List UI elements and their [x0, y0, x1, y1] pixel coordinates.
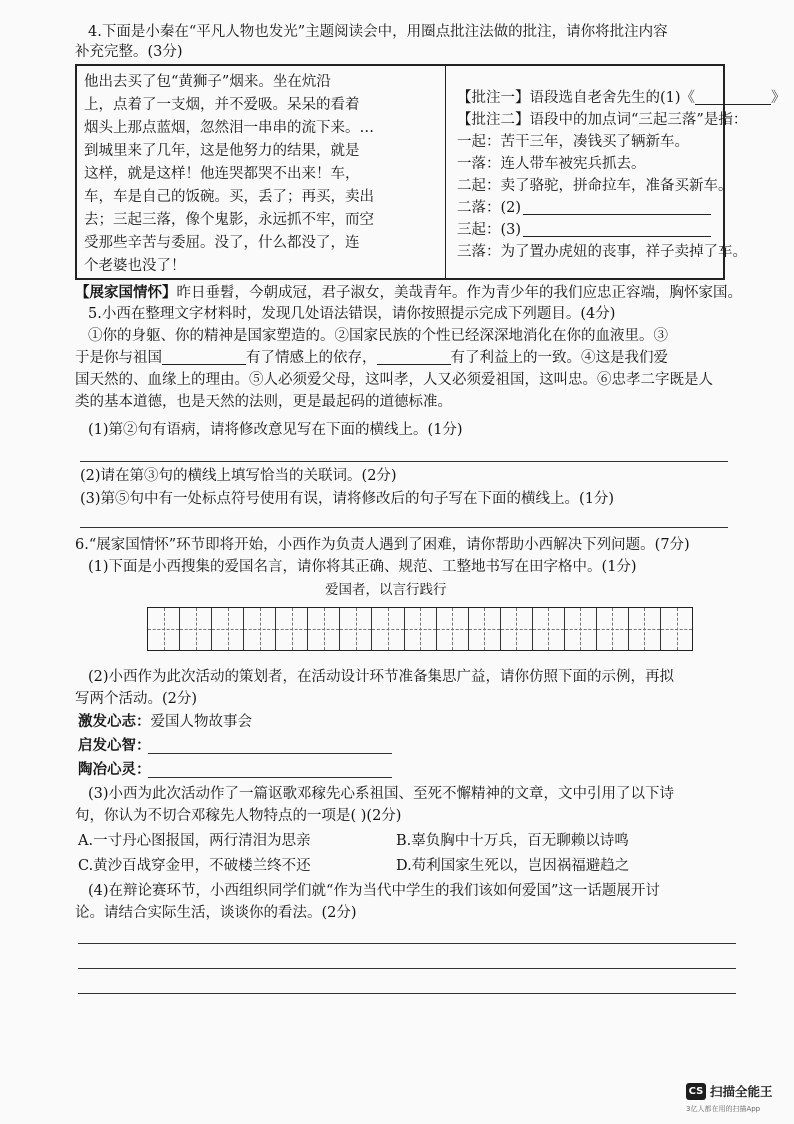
- camscanner-tagline: 3亿人都在用的扫描App: [686, 1105, 761, 1113]
- q5-text-line3: 国天然的、血缘上的理由。⑤人必须爱父母，这叫孝，人又必须爱祖国，这叫忠。⑥忠孝二字既是人: [75, 372, 713, 388]
- q5-sub2: (2)请在第③句的横线上填写恰当的关联词。(2分): [80, 468, 397, 484]
- grid-cell[interactable]: [340, 608, 372, 650]
- grid-cell[interactable]: [437, 608, 469, 650]
- q6-sub1: (1)下面是小西搜集的爱国名言，请你将其正确、规范、工整地书写在田字格中。(1分): [88, 559, 637, 575]
- q5-text-line2-c: 有了利益上的一致。④这是我们爱: [450, 350, 668, 366]
- camscanner-brand: 扫描全能王: [710, 1084, 773, 1099]
- section-header: 【展家国情怀】: [75, 284, 177, 301]
- activity2-label: 启发心智：: [78, 737, 151, 754]
- activity3-answer-line[interactable]: [148, 777, 392, 778]
- example-activity: [78, 712, 252, 732]
- conjunction-blank-2[interactable]: [377, 350, 451, 365]
- rise-three-answer-line[interactable]: [523, 236, 711, 237]
- fall-one: 一落：连人带车被宪兵抓去。: [457, 156, 646, 172]
- q5-sub1-answer-line[interactable]: [80, 461, 728, 462]
- fall-two: 二落：(2): [457, 200, 522, 216]
- q6-sub3-line1: (3)小西为此次活动作了一篇讴歌邓稼先心系祖国、至死不懈精神的文章，文中引用了以下诗: [88, 786, 675, 802]
- book-title-blank[interactable]: [695, 90, 771, 105]
- grid-cell[interactable]: [565, 608, 597, 650]
- passage-line: 去；三起三落，像个鬼影，永远抓不牢，而空: [84, 212, 374, 228]
- passage-line: 车，车是自己的饭碗。买，丢了；再买，卖出: [84, 189, 374, 205]
- grid-cell[interactable]: [372, 608, 404, 650]
- q5-sub1: (1)第②句有语病，请将修改意见写在下面的横线上。(1分): [88, 422, 463, 438]
- q6-sub4-answer-line-2[interactable]: [78, 968, 736, 969]
- camscanner-logo: CS: [686, 1083, 706, 1100]
- q5-sub3: (3)第⑤句中有一处标点符号使用有误，请将修改后的句子写在下面的横线上。(1分): [80, 491, 615, 507]
- passage-line: 上，点着了一支烟，并不爱吸。呆呆的看着: [84, 97, 360, 113]
- activity2-answer-line[interactable]: [148, 753, 392, 754]
- q6-sub4-answer-line-3[interactable]: [78, 993, 736, 994]
- annotation-two: 【批注二】语段中的加点词“三起三落”是指：: [457, 112, 748, 128]
- q6-sub4-answer-line-1[interactable]: [78, 943, 736, 944]
- fall-two-answer-line[interactable]: [523, 214, 711, 215]
- rise-one: 一起：苦干三年，凑钱买了辆新车。: [457, 134, 689, 150]
- tianzige-grid[interactable]: [147, 607, 693, 651]
- q6-sub3-line2: 句，你认为不切合邓稼先人物特点的一项是( )(2分): [75, 808, 402, 824]
- q5-stem: 5.小西在整理文字材料时，发现几处语法错误，请你按照提示完成下列题目。(4分): [88, 306, 616, 322]
- q6-sub2-line2: 写两个活动。(2分): [75, 691, 198, 707]
- grid-cell[interactable]: [597, 608, 629, 650]
- grid-cell[interactable]: [276, 608, 308, 650]
- grid-cell[interactable]: [148, 608, 180, 650]
- passage-line: 受那些辛苦与委屈。没了，什么都没了，连: [84, 235, 360, 251]
- q6-sub2-line1: (2)小西作为此次活动的策划者，在活动设计环节准备集思广益，请你仿照下面的示例，再拟: [88, 669, 675, 685]
- q4-stem-line1: 4.下面是小秦在“平凡人物也发光”主题阅读会中，用圈点批注法做的批注，请你将批注内容: [88, 24, 668, 40]
- option-d[interactable]: D.苟利国家生死以，岂因祸福避趋之: [396, 858, 630, 874]
- grid-cell[interactable]: [244, 608, 276, 650]
- grid-cell[interactable]: [180, 608, 212, 650]
- section-intro: 昨日垂髫，今朝成冠，君子淑女，美哉青年。作为青少年的我们应忠正容端，胸怀家国。: [176, 285, 742, 301]
- passage-line: 这样，就是这样！他连哭都哭不出来！车，: [84, 166, 360, 182]
- q5-sub3-answer-line[interactable]: [80, 527, 728, 528]
- option-c[interactable]: C.黄沙百战穿金甲，不破楼兰终不还: [78, 858, 311, 874]
- q4-stem-line2: 补充完整。(3分): [75, 44, 183, 60]
- activity3-label: 陶冶心灵：: [78, 761, 151, 778]
- patriotic-quote: 爱国者，以言行践行: [325, 582, 447, 598]
- example-activity-value: 爱国人物故事会: [150, 714, 252, 730]
- fall-three: 三落：为了置办虎妞的丧事，祥子卖掉了车。: [457, 244, 747, 260]
- option-b[interactable]: B.辜负胸中十万兵，百无聊赖以诗鸣: [396, 833, 629, 849]
- q6-sub4-line2: 论。请结合实际生活，谈谈你的看法。(2分): [75, 905, 357, 921]
- passage-column: [77, 66, 446, 278]
- q5-text-line2-b: 有了情感上的依存，: [246, 350, 377, 366]
- q6-stem: 6.“展家国情怀”环节即将开始，小西作为负责人遇到了困难，请你帮助小西解决下列问题。(7分): [75, 537, 690, 553]
- q5-text-line1: ①你的身躯、你的精神是国家塑造的。②国家民族的个性已经深深地消化在你的血液里。③: [88, 328, 668, 344]
- grid-cell[interactable]: [661, 608, 692, 650]
- option-a[interactable]: A.一寸丹心图报国，两行清泪为思亲: [78, 833, 311, 849]
- rise-two: 二起：卖了骆驼，拼命拉车，准备买新车。: [457, 178, 733, 194]
- passage-line: 他出去买了包“黄狮子”烟来。坐在炕沿: [84, 74, 331, 90]
- q5-text-line4: 类的基本道德，也是天然的法则，更是最起码的道德标准。: [75, 394, 452, 410]
- grid-cell[interactable]: [501, 608, 533, 650]
- q5-text-line2-a: 于是你与祖国: [75, 350, 162, 366]
- annotation-one-suffix: 》: [771, 90, 786, 106]
- section-intro-line: [75, 283, 742, 303]
- grid-cell[interactable]: [308, 608, 340, 650]
- annotation-one-prefix: 【批注一】语段选自老舍先生的(1)《: [457, 90, 696, 106]
- rise-three: 三起：(3): [457, 222, 522, 238]
- grid-cell[interactable]: [469, 608, 501, 650]
- passage-line: 个老婆也没了！: [84, 258, 186, 274]
- grid-cell[interactable]: [212, 608, 244, 650]
- grid-cell[interactable]: [533, 608, 565, 650]
- annotation-one: [457, 88, 786, 108]
- q5-text-line2: [75, 348, 668, 368]
- passage-line: 到城里来了几年，这是他努力的结果，就是: [84, 143, 360, 159]
- grid-cell[interactable]: [405, 608, 437, 650]
- example-activity-label: 激发心志：: [78, 713, 151, 730]
- q6-sub4-line1: (4)在辩论赛环节，小西组织同学们就“作为当代中学生的我们该如何爱国”这一话题展开讨: [88, 883, 660, 899]
- grid-cell[interactable]: [629, 608, 661, 650]
- annotation-box: [75, 64, 786, 280]
- conjunction-blank-1[interactable]: [162, 350, 246, 365]
- passage-line: 烟头上那点蓝烟，忽然泪一串串的流下来。…: [84, 120, 374, 136]
